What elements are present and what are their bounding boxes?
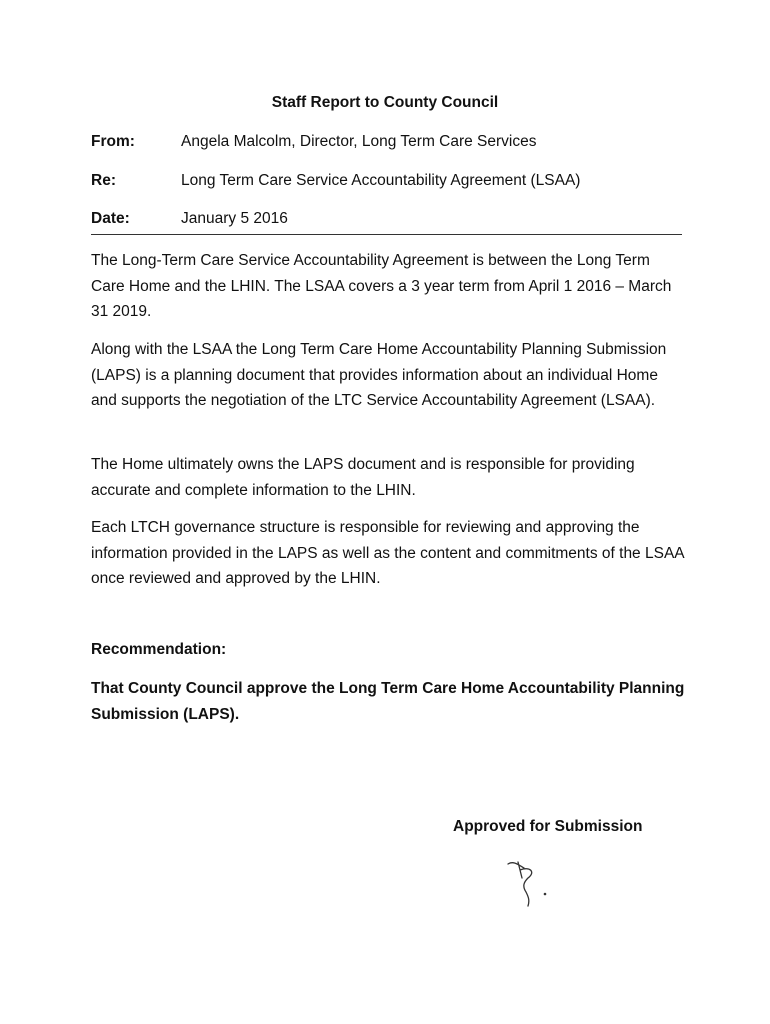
header-divider [91,234,682,235]
paragraph-4: Each LTCH governance structure is responsible for reviewing and approving the information provided in the LAPS as well as the content and commitments of the LSAA once reviewed and approved by the LHIN. [91,519,684,587]
re-row [91,172,681,190]
paragraph-2: Along with the LSAA the Long Term Care Home Accountability Planning Submission (LAPS) is a planning document that provides information about an individual Home and supports the negotiation of the LTC Service Accountability Agreement (LSAA). [91,341,667,409]
paragraph-3: The Home ultimately owns the LAPS document and is responsible for providing accurate and complete information to the LHIN. [91,456,635,499]
from-row [91,133,681,151]
from-label: From: [91,133,135,150]
re-value: Long Term Care Service Accountability Agreement (LSAA) [181,172,581,189]
date-row [91,210,681,228]
recommendation-heading: Recommendation: [91,641,227,658]
document-title: Staff Report to County Council [271,94,499,111]
date-label: Date: [91,210,130,227]
paragraph-1: The Long-Term Care Service Accountability Agreement is between the Long Term Care Home and the LHIN. The LSAA covers a 3 year term from April 1 2016 – March 31 2019. [91,252,672,320]
approved-for-submission-label: Approved for Submission [453,818,643,835]
signature-icon [500,856,560,916]
re-label: Re: [91,172,116,189]
from-value: Angela Malcolm, Director, Long Term Care Services [181,133,537,150]
recommendation-text: That County Council approve the Long Term Care Home Accountability Planning Submission (LAPS). [91,680,685,723]
date-value: January 5 2016 [181,210,288,227]
